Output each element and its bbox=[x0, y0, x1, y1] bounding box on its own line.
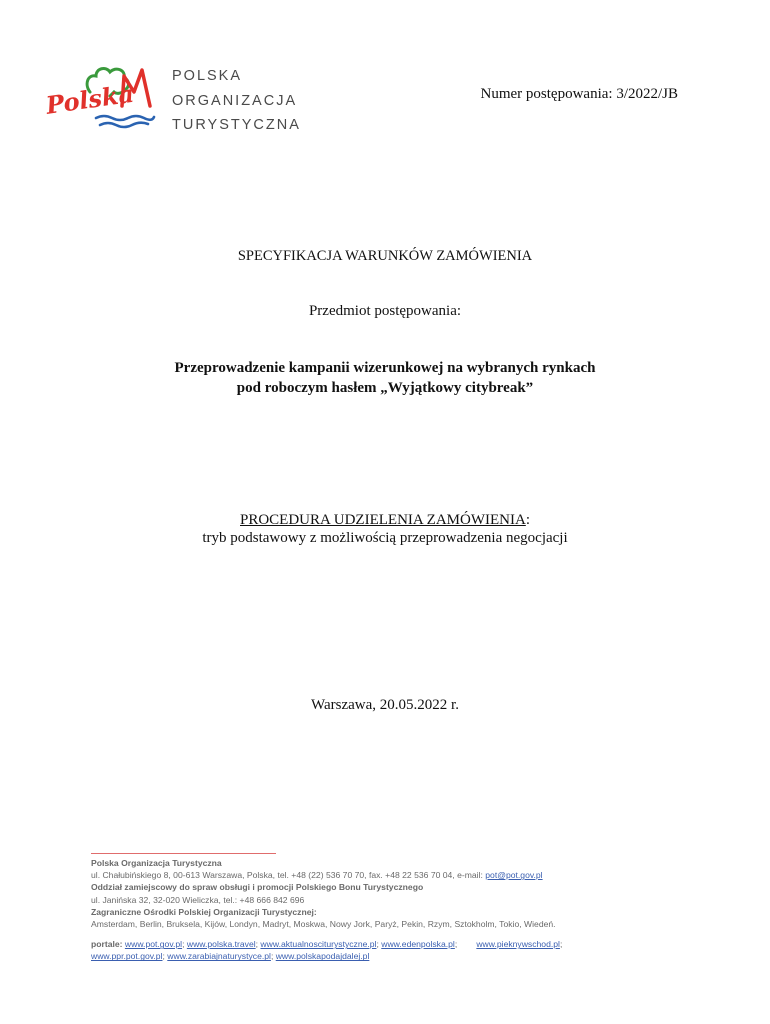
org-name-line: ORGANIZACJA bbox=[172, 92, 298, 109]
footer-portals-line: www.ppr.pot.gov.pl; www.zarabiajnaturystyce.pl; www.polskapodajdalej.pl bbox=[91, 951, 370, 962]
footer-offices: Amsterdam, Berlin, Bruksela, Kijów, Londyn, Madryt, Moskwa, Nowy Jork, Paryż, Pekin, Rzym, Sztokholm, Tokio, Wiedeń. bbox=[91, 919, 556, 930]
footer-address-line bbox=[91, 869, 711, 881]
footer-org: Polska Organizacja Turystyczna bbox=[91, 858, 222, 868]
portal-link[interactable]: www.polska.travel bbox=[186, 939, 256, 950]
portal-link[interactable]: www.aktualnosciturystyczne.pl bbox=[260, 939, 377, 950]
footer-divider bbox=[91, 853, 276, 854]
portal-link[interactable]: www.zarabiajnaturystyce.pl bbox=[167, 951, 271, 962]
portal-link[interactable]: www.ppr.pot.gov.pl bbox=[91, 951, 163, 962]
footer-portals-label: portale: bbox=[91, 939, 125, 950]
portal-link[interactable]: www.edenpolska.pl bbox=[381, 939, 455, 950]
org-name-line: TURYSTYCZNA bbox=[172, 117, 301, 133]
logo-wave-icon bbox=[96, 116, 154, 120]
footer-branch: Oddział zamiejscowy do spraw obsługi i promocji Polskiego Bonu Turystycznego bbox=[91, 882, 424, 893]
org-name-line: POLSKA bbox=[172, 68, 243, 84]
footer-address: ul. Chałubińskiego 8, 00-613 Warszawa, Polska, tel. +48 (22) 536 70 70, fax. +48 22 536 70 04, e-mail: bbox=[91, 870, 486, 881]
footer bbox=[91, 857, 711, 963]
footer-branch-address: ul. Janińska 32, 32-020 Wieliczka, tel.: +48 666 842 696 bbox=[91, 894, 305, 905]
footer-portals-line: portale: www.pot.gov.pl; www.polska.travel; www.aktualnosciturystyczne.pl; www.edenpolska.pl; www.pieknywschod.pl; bbox=[91, 939, 563, 950]
document-title: SPECYFIKACJA WARUNKÓW ZAMÓWIENIA bbox=[237, 248, 533, 264]
footer-email-link[interactable]: pot@pot.gov.pl bbox=[485, 870, 543, 881]
procedure-label: PROCEDURA UDZIELENIA ZAMÓWIENIA bbox=[240, 512, 526, 528]
polska-logo bbox=[44, 62, 156, 134]
footer-offices-label: Zagraniczne Ośrodki Polskiej Organizacji Turystycznej: bbox=[91, 906, 317, 917]
procedure-heading bbox=[0, 512, 770, 529]
case-number: Numer postępowania: 3/2022/JB bbox=[480, 86, 678, 102]
subject-line: pod roboczym hasłem „Wyjątkowy citybreak” bbox=[236, 380, 534, 396]
subject-line: Przeprowadzenie kampanii wizerunkowej na wybranych rynkach bbox=[174, 360, 596, 376]
place-date: Warszawa, 20.05.2022 r. bbox=[311, 697, 459, 713]
portal-link[interactable]: www.pot.gov.pl bbox=[124, 939, 183, 950]
portal-link[interactable]: www.pieknywschod.pl bbox=[476, 939, 560, 950]
portal-link[interactable]: www.polskapodajdalej.pl bbox=[275, 951, 370, 962]
logo-wordmark: Polska bbox=[44, 78, 136, 120]
subject-label: Przedmiot postępowania: bbox=[308, 303, 462, 319]
procedure-mode: tryb podstawowy z możliwością przeprowadzenia negocjacji bbox=[202, 530, 568, 546]
org-name-block bbox=[172, 64, 301, 138]
subject-title bbox=[0, 358, 770, 398]
procedure-colon: : bbox=[525, 512, 530, 528]
